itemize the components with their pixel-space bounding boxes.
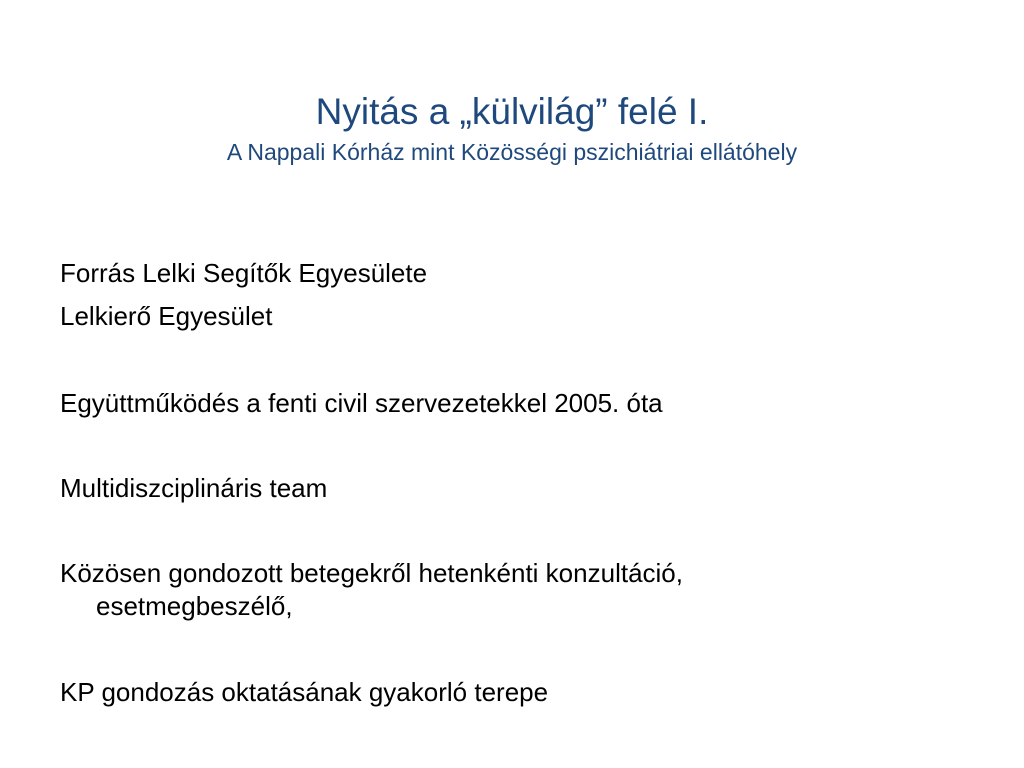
slide-subtitle: A Nappali Kórház mint Közösségi pszichiátriai ellátóhely — [226, 139, 798, 165]
body-line-multidiszciplinaris: Multidiszciplináris team — [60, 473, 328, 503]
body-line-forras: Forrás Lelki Segítők Egyesülete — [60, 258, 428, 288]
body-line-lelkiero: Lelkierő Egyesület — [60, 301, 273, 331]
body-line-esetmegbeszelo: esetmegbeszélő, — [96, 591, 293, 621]
body-line-kp-gondozas: KP gondozás oktatásának gyakorló terepe — [60, 677, 549, 707]
slide-title: Nyitás a „külvilág” felé I. — [315, 91, 709, 132]
title-block — [0, 88, 1024, 168]
body-line-kozosen: Közösen gondozott betegekről hetenkénti konzultáció, — [60, 558, 683, 588]
body-line-egyuttmukodes: Együttműködés a fenti civil szervezetekkel 2005. óta — [60, 388, 663, 418]
